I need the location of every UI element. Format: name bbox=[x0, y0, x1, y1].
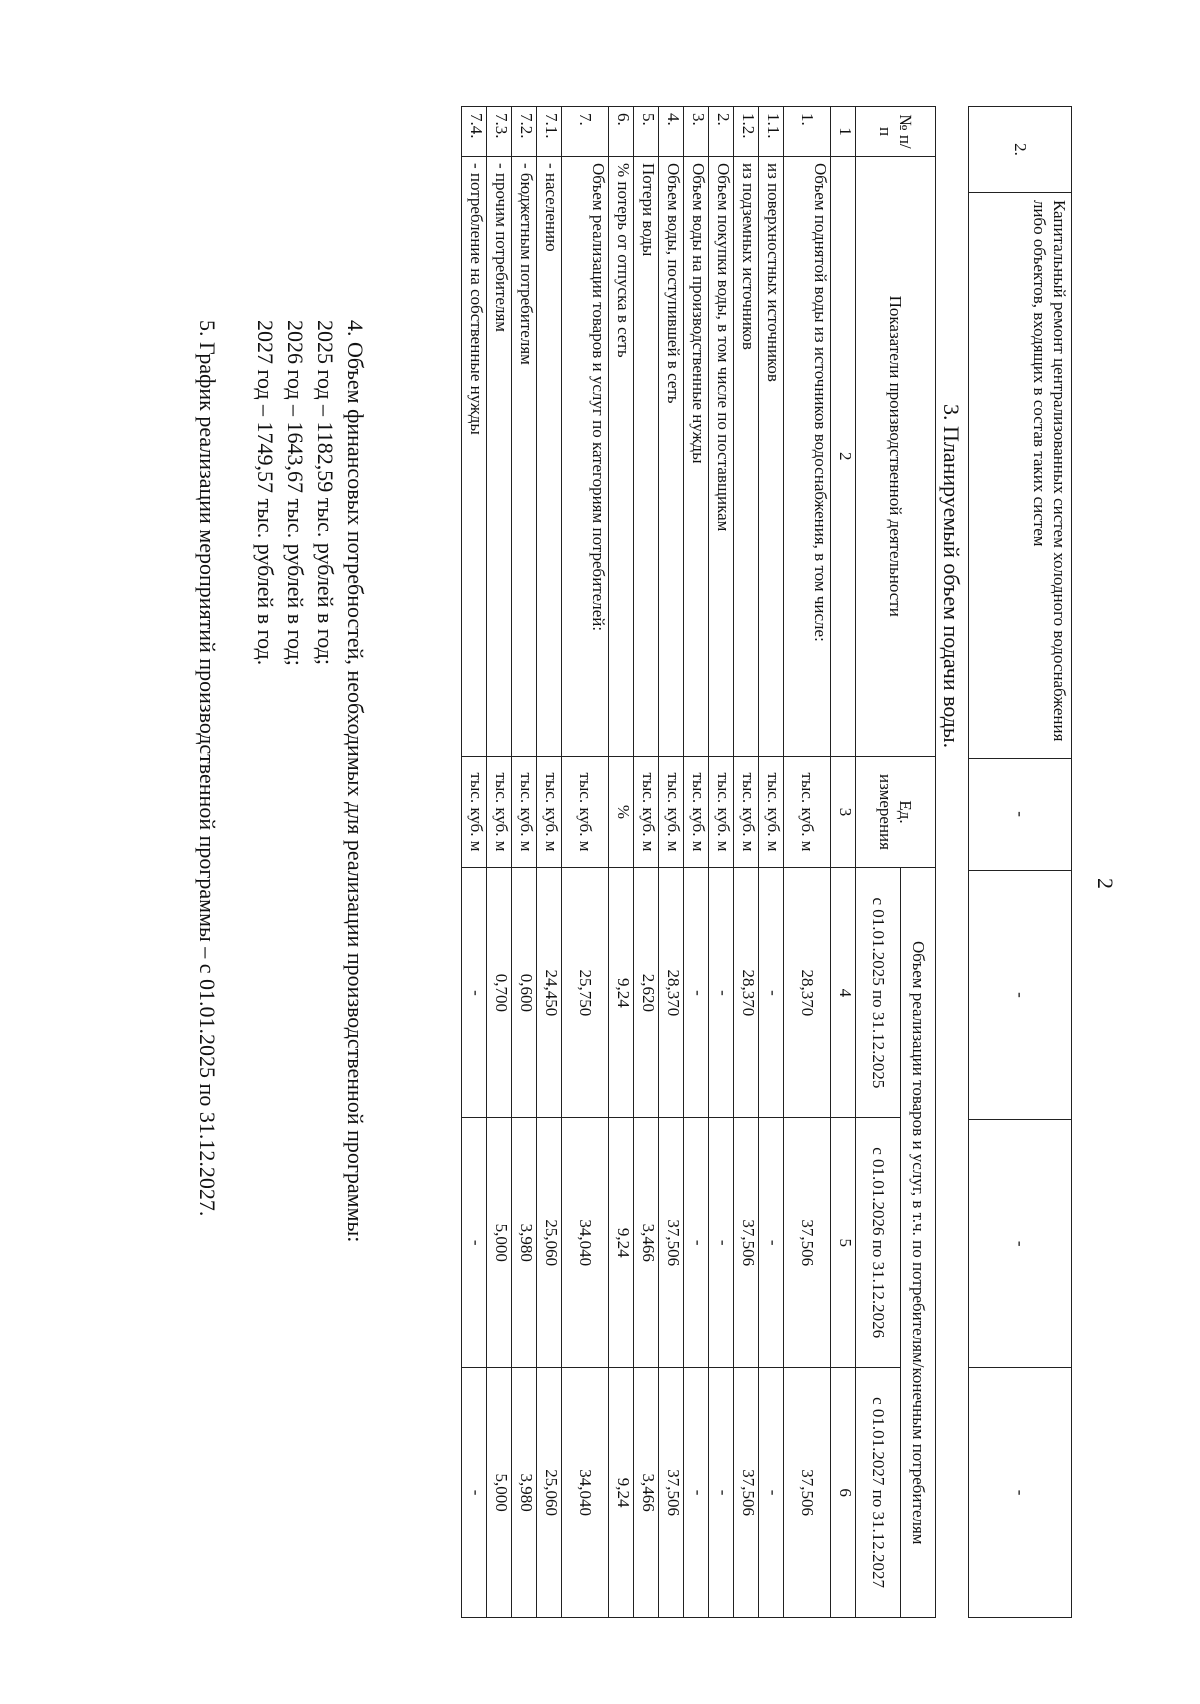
row-value-2026: - bbox=[462, 1118, 487, 1368]
table-row bbox=[734, 107, 759, 1618]
row-unit: тыс. куб. м bbox=[512, 756, 537, 868]
row-value-2025: 0,600 bbox=[512, 868, 537, 1118]
row-number: 2. bbox=[969, 107, 1072, 193]
row-indicator: - населению bbox=[537, 156, 562, 756]
row-number: 1.1. bbox=[759, 107, 784, 157]
row-value-2025: - bbox=[709, 868, 734, 1118]
row-unit: тыс. куб. м bbox=[784, 756, 831, 868]
row-unit: тыс. куб. м bbox=[462, 756, 487, 868]
table-row bbox=[709, 107, 734, 1618]
column-number: 5 bbox=[831, 1118, 856, 1368]
row-value-2025: 28,370 bbox=[659, 868, 684, 1118]
row-value-2026: - bbox=[684, 1118, 709, 1368]
section-3-title: 3. Планируемый объем подачи воды. bbox=[939, 404, 964, 749]
row-number: 7. bbox=[562, 107, 609, 157]
row-value-2027: - bbox=[684, 1368, 709, 1618]
row-indicator: Объем воды, поступившей в сеть bbox=[659, 156, 684, 756]
row-value-2025: 28,370 bbox=[784, 868, 831, 1118]
row-number: 1. bbox=[784, 107, 831, 157]
row-indicator: - прочим потребителям bbox=[487, 156, 512, 756]
row-unit: тыс. куб. м bbox=[487, 756, 512, 868]
row-value: - bbox=[969, 870, 1072, 1120]
column-number: 3 bbox=[831, 756, 856, 868]
row-indicator: % потерь от отпуска в сеть bbox=[609, 156, 634, 756]
row-indicator: Объем покупки воды, в том числе по поставщикам bbox=[709, 156, 734, 756]
row-text: Капитальный ремонт централизованных систем холодного водоснабжения либо объектов, входящих в состав таких систем bbox=[969, 192, 1072, 758]
column-number: 4 bbox=[831, 868, 856, 1118]
row-number: 7.2. bbox=[512, 107, 537, 157]
page-number: 2 bbox=[1093, 878, 1118, 889]
row-value-2026: 5,000 bbox=[487, 1118, 512, 1368]
header-indicator: Показатели производственной деятельности bbox=[856, 156, 936, 756]
column-number: 2 bbox=[831, 156, 856, 756]
row-value-2027: - bbox=[759, 1368, 784, 1618]
table-row bbox=[562, 107, 609, 1618]
header-unit: Ед. измерения bbox=[856, 756, 936, 868]
row-value-2026: 34,040 bbox=[562, 1118, 609, 1368]
table-row bbox=[634, 107, 659, 1618]
table-row bbox=[462, 107, 487, 1618]
row-value-2025: 9,24 bbox=[609, 868, 634, 1118]
row-value-2027: 25,060 bbox=[537, 1368, 562, 1618]
header-period: с 01.01.2026 по 31.12.2026 bbox=[856, 1118, 901, 1368]
table-header-row bbox=[901, 107, 936, 1618]
row-value-2026: 3,980 bbox=[512, 1118, 537, 1368]
row-value-2026: - bbox=[759, 1118, 784, 1368]
row-number: 7.3. bbox=[487, 107, 512, 157]
table-row bbox=[512, 107, 537, 1618]
row-unit: тыс. куб. м bbox=[634, 756, 659, 868]
row-unit: тыс. куб. м bbox=[759, 756, 784, 868]
row-unit: тыс. куб. м bbox=[684, 756, 709, 868]
financial-line: 2025 год – 1182,59 тыс. рублей в год; bbox=[313, 320, 338, 665]
row-indicator: Объем реализации товаров и услуг по категориям потребителей: bbox=[562, 156, 609, 756]
row-value-2027: 37,506 bbox=[784, 1368, 831, 1618]
row-number: 6. bbox=[609, 107, 634, 157]
row-value-2027: - bbox=[462, 1368, 487, 1618]
water-supply-volume-table bbox=[461, 106, 936, 1618]
row-value-2025: 2,620 bbox=[634, 868, 659, 1118]
section-4-title: 4. Объем финансовых потребностей, необходимых для реализации производственной программы: bbox=[343, 320, 368, 1243]
row-indicator: Объем воды на производственные нужды bbox=[684, 156, 709, 756]
financial-line: 2027 год – 1749,57 тыс. рублей в год. bbox=[253, 320, 278, 666]
financial-line: 2026 год – 1643,67 тыс. рублей в год; bbox=[283, 320, 308, 666]
row-unit: тыс. куб. м bbox=[709, 756, 734, 868]
row-number: 7.1. bbox=[537, 107, 562, 157]
row-value-2026: 37,506 bbox=[784, 1118, 831, 1368]
row-value-2027: 3,980 bbox=[512, 1368, 537, 1618]
row-value-2025: - bbox=[759, 868, 784, 1118]
row-value-2026: 37,506 bbox=[659, 1118, 684, 1368]
row-value-2027: - bbox=[709, 1368, 734, 1618]
row-number: 3. bbox=[684, 107, 709, 157]
row-value-2025: 25,750 bbox=[562, 868, 609, 1118]
table-row bbox=[759, 107, 784, 1618]
row-unit: тыс. куб. м bbox=[537, 756, 562, 868]
row-value-2025: - bbox=[684, 868, 709, 1118]
row-number: 5. bbox=[634, 107, 659, 157]
table-row bbox=[784, 107, 831, 1618]
table-row bbox=[487, 107, 512, 1618]
row-indicator: - бюджетным потребителям bbox=[512, 156, 537, 756]
row-value: - bbox=[969, 1368, 1072, 1618]
column-number: 6 bbox=[831, 1368, 856, 1618]
row-indicator: - потребление на собственные нужды bbox=[462, 156, 487, 756]
row-value-2025: - bbox=[462, 868, 487, 1118]
row-value-2026: 3,466 bbox=[634, 1118, 659, 1368]
row-value-2027: 5,000 bbox=[487, 1368, 512, 1618]
row-indicator: из поверхностных источников bbox=[759, 156, 784, 756]
capital-repair-table bbox=[968, 106, 1072, 1618]
row-value-2025: 28,370 bbox=[734, 868, 759, 1118]
row-value-2027: 37,506 bbox=[659, 1368, 684, 1618]
section-5: 5. График реализации мероприятий производственной программы – с 01.01.2025 по 31.12.2027. bbox=[195, 320, 220, 1217]
row-unit: тыс. куб. м bbox=[562, 756, 609, 868]
row-unit: тыс. куб. м bbox=[659, 756, 684, 868]
row-indicator: Потери воды bbox=[634, 156, 659, 756]
row-unit: % bbox=[609, 756, 634, 868]
row-indicator: из подземных источников bbox=[734, 156, 759, 756]
row-value-2025: 24,450 bbox=[537, 868, 562, 1118]
row-value-2026: 25,060 bbox=[537, 1118, 562, 1368]
column-number-row bbox=[831, 107, 856, 1618]
row-unit: тыс. куб. м bbox=[734, 756, 759, 868]
row-value-2027: 37,506 bbox=[734, 1368, 759, 1618]
row-value: - bbox=[969, 758, 1072, 870]
table-row bbox=[684, 107, 709, 1618]
row-indicator: Объем поднятой воды из источников водоснабжения, в том числе: bbox=[784, 156, 831, 756]
table-row bbox=[969, 107, 1072, 1618]
row-number: 4. bbox=[659, 107, 684, 157]
row-value-2026: 9,24 bbox=[609, 1118, 634, 1368]
row-value-2027: 34,040 bbox=[562, 1368, 609, 1618]
row-value: - bbox=[969, 1120, 1072, 1368]
row-value-2027: 9,24 bbox=[609, 1368, 634, 1618]
row-value-2026: 37,506 bbox=[734, 1118, 759, 1368]
table-row bbox=[609, 107, 634, 1618]
row-number: 7.4. bbox=[462, 107, 487, 157]
header-period: с 01.01.2027 по 31.12.2027 bbox=[856, 1368, 901, 1618]
column-number: 1 bbox=[831, 107, 856, 157]
header-period: с 01.01.2025 по 31.12.2025 bbox=[856, 868, 901, 1118]
row-value-2025: 0,700 bbox=[487, 868, 512, 1118]
header-num: № п/п bbox=[856, 107, 936, 157]
row-number: 1.2. bbox=[734, 107, 759, 157]
row-value-2026: - bbox=[709, 1118, 734, 1368]
table-row bbox=[659, 107, 684, 1618]
section-4 bbox=[250, 320, 370, 1242]
header-volume-group: Объем реализации товаров и услуг, в т.ч. по потребителям/конечным потребителям bbox=[901, 868, 936, 1618]
row-number: 2. bbox=[709, 107, 734, 157]
table-row bbox=[537, 107, 562, 1618]
row-value-2027: 3,466 bbox=[634, 1368, 659, 1618]
